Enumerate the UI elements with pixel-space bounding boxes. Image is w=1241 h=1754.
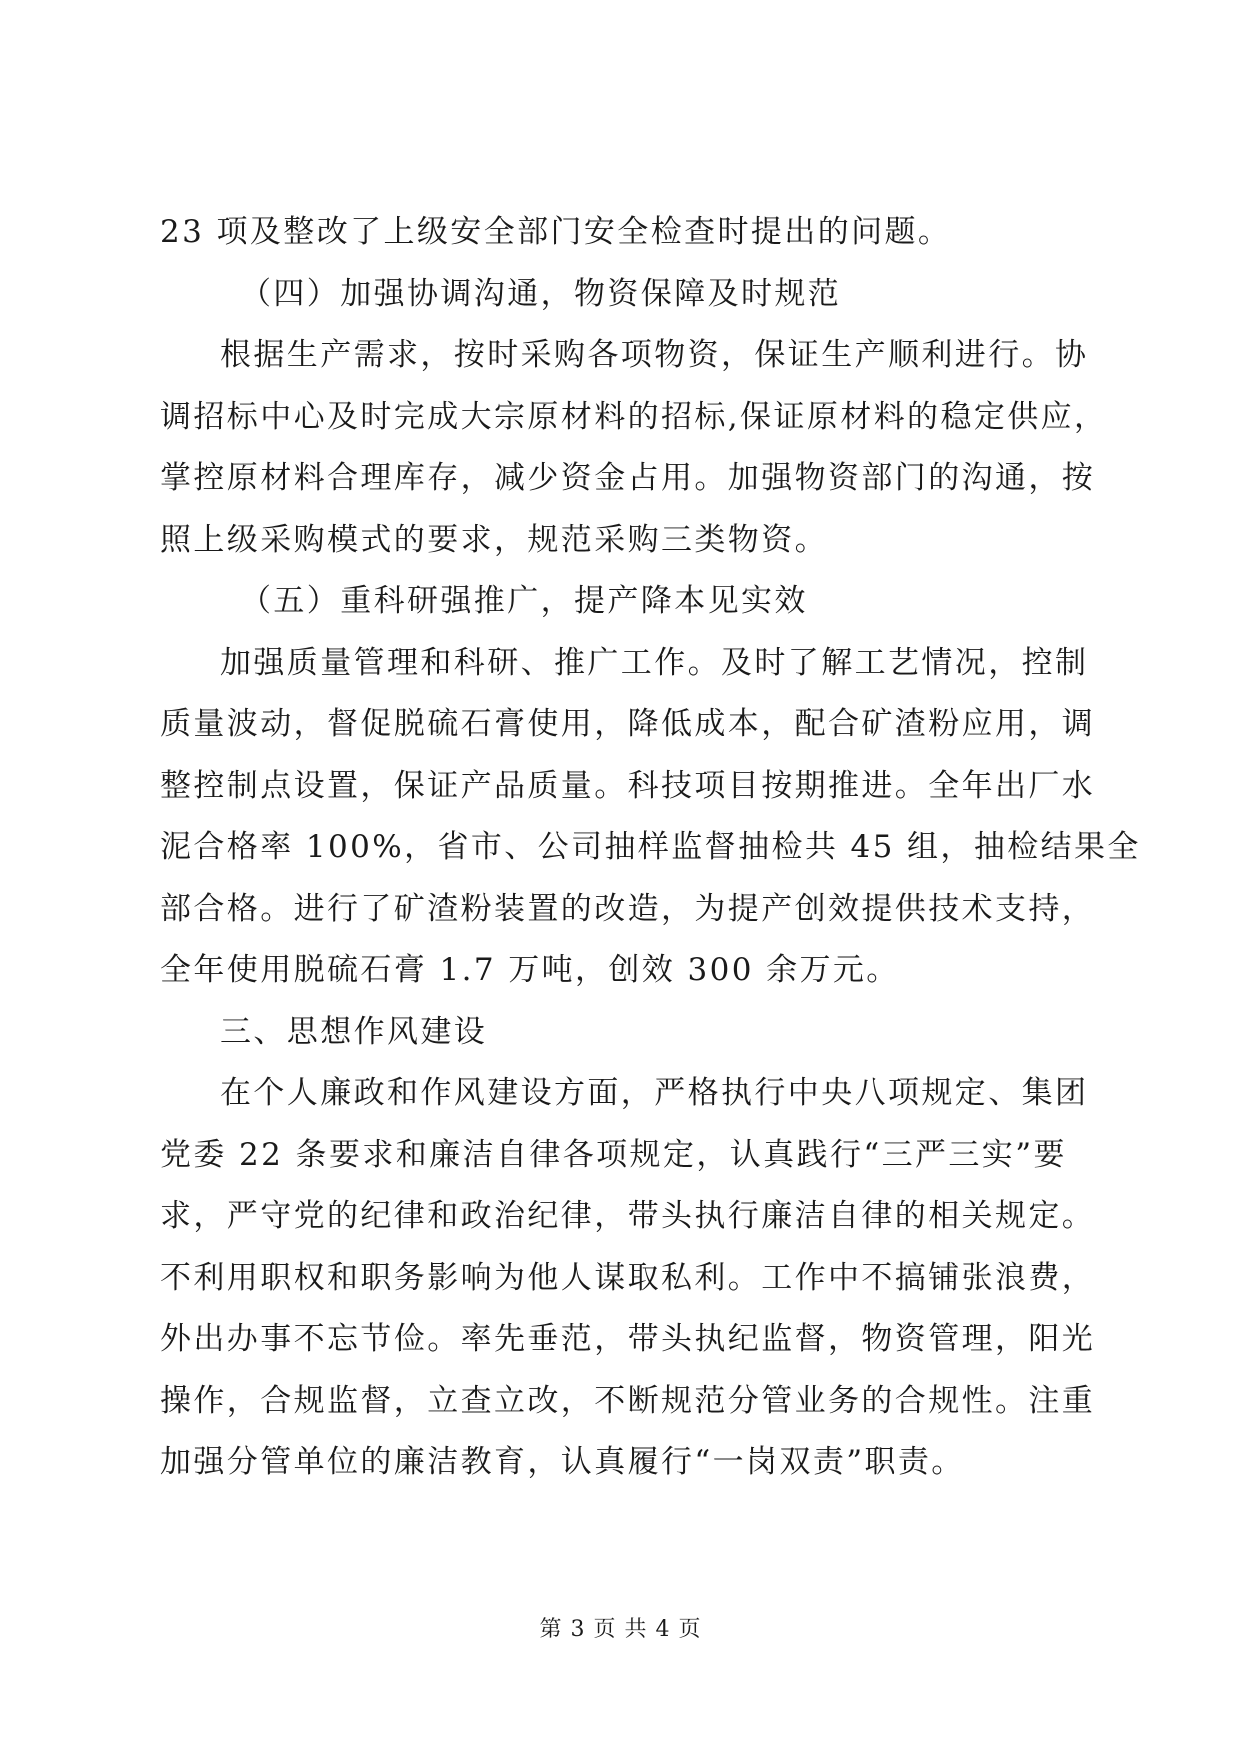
paragraph-line: 整控制点设置，保证产品质量。科技项目按期推进。全年出厂水 bbox=[160, 767, 1096, 804]
paragraph-line: 泥合格率 100%，省市、公司抽样监督抽检共 45 组，抽检结果全 bbox=[160, 829, 1141, 865]
paragraph-line: 23 项及整改了上级安全部门安全检查时提出的问题。 bbox=[160, 214, 952, 250]
paragraph-line: 掌控原材料合理库存，减少资金占用。加强物资部门的沟通，按 bbox=[160, 460, 1096, 496]
page-number-footer: 第 3 页 共 4 页 bbox=[539, 1617, 702, 1642]
paragraph-line: 加强分管单位的廉洁教育，认真履行“一岗双责”职责。 bbox=[160, 1444, 965, 1480]
paragraph-line: 全年使用脱硫石膏 1.7 万吨，创效 300 余万元。 bbox=[160, 952, 900, 988]
paragraph-line: 党委 22 条要求和廉洁自律各项规定，认真践行“三严三实”要 bbox=[160, 1136, 1067, 1173]
paragraph-line: 根据生产需求，按时采购各项物资，保证生产顺利进行。协 bbox=[220, 337, 1089, 373]
paragraph-line: 质量波动，督促脱硫石膏使用，降低成本，配合矿渣粉应用，调 bbox=[160, 706, 1096, 742]
paragraph-line: 加强质量管理和科研、推广工作。及时了解工艺情况，控制 bbox=[220, 644, 1089, 681]
paragraph-line: 操作，合规监督，立查立改，不断规范分管业务的合规性。注重 bbox=[160, 1382, 1096, 1419]
paragraph-line: 求，严守党的纪律和政治纪律，带头执行廉洁自律的相关规定。 bbox=[160, 1198, 1096, 1234]
paragraph-line: 外出办事不忘节俭。率先垂范，带头执纪监督，物资管理，阳光 bbox=[160, 1321, 1096, 1357]
document-body bbox=[160, 202, 1141, 1494]
section-heading-five: （五）重科研强推广，提产降本见实效 bbox=[240, 583, 808, 619]
paragraph-line: 部合格。进行了矿渣粉装置的改造，为提产创效提供技术支持， bbox=[160, 890, 1096, 927]
paragraph-line: 调招标中心及时完成大宗原材料的招标,保证原材料的稳定供应， bbox=[160, 398, 1108, 435]
section-heading-four: （四）加强协调沟通，物资保障及时规范 bbox=[240, 275, 842, 312]
paragraph-line: 不利用职权和职务影响为他人谋取私利。工作中不搞铺张浪费， bbox=[160, 1259, 1096, 1296]
paragraph-line: 照上级采购模式的要求，规范采购三类物资。 bbox=[160, 521, 828, 558]
paragraph-line: 在个人廉政和作风建设方面，严格执行中央八项规定、集团 bbox=[220, 1075, 1089, 1111]
section-heading-three: 三、思想作风建设 bbox=[220, 1013, 488, 1050]
